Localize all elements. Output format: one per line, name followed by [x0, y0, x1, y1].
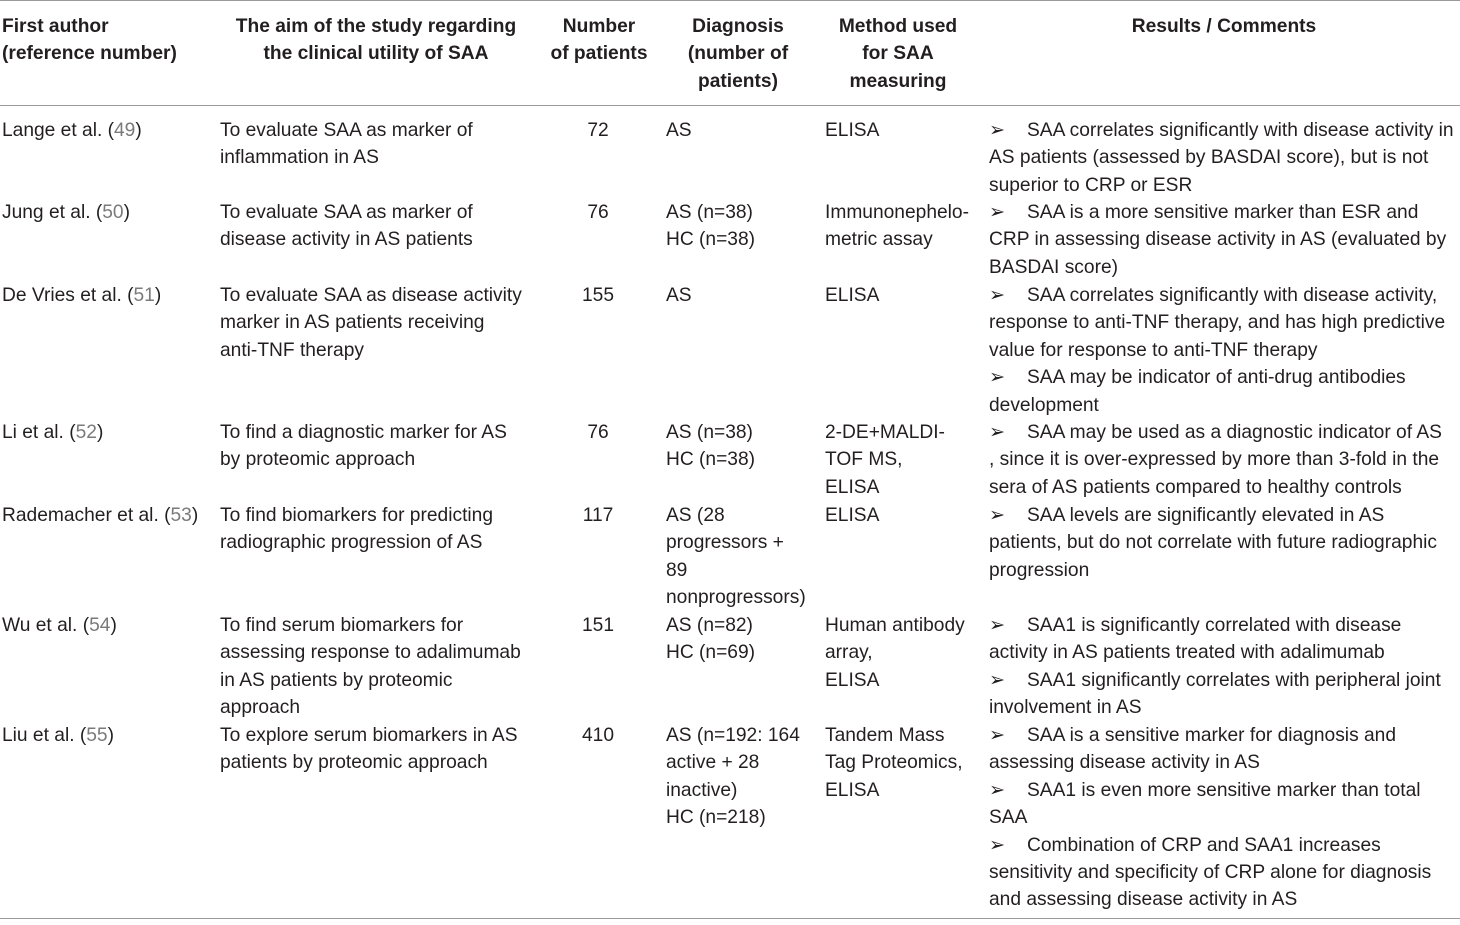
method-cell: ELISA — [825, 285, 880, 306]
method-cell: Immunonephelo- metric assay — [825, 202, 969, 251]
first-author-cell: Li et al. (52) — [2, 422, 104, 443]
reference-link[interactable]: 52 — [75, 422, 97, 443]
number-cell: 151 — [581, 615, 614, 636]
diagnosis-cell: AS — [666, 120, 692, 141]
result-bullet: ➢ SAA is a more sensitive marker than ESR and CRP in assessing disease activity in AS (evaluated by BASDAI score) — [989, 199, 1446, 281]
first-author-cell: Wu et al. (54) — [2, 615, 117, 636]
arrow-bullet-icon: ➢ — [989, 615, 1006, 636]
diagnosis-cell: AS (n=38) HC (n=38) — [666, 422, 756, 471]
result-bullet: ➢ SAA correlates significantly with disease activity, response to anti-TNF therapy, and has high predictive value for response to anti-TNF therapy — [989, 282, 1445, 364]
result-bullet: ➢ SAA1 significantly correlates with peripheral joint involvement in AS — [989, 667, 1441, 722]
number-cell: 76 — [587, 202, 609, 223]
header-results: Results / Comments — [1131, 16, 1317, 37]
aim-cell: To evaluate SAA as marker of inflammation in AS — [220, 120, 473, 169]
method-cell: 2-DE+MALDI- TOF MS, ELISA — [825, 422, 945, 498]
arrow-bullet-icon: ➢ — [989, 505, 1006, 526]
header-number-of-patients: Number of patients — [550, 16, 648, 65]
method-cell: Human antibody array, ELISA — [825, 615, 965, 691]
results-cell — [989, 419, 1442, 501]
number-cell: 76 — [587, 422, 609, 443]
arrow-bullet-icon: ➢ — [989, 669, 1006, 691]
first-author-cell: Lange et al. (49) — [2, 120, 142, 141]
result-bullet: ➢ SAA is a sensitive marker for diagnosis and assessing disease activity in AS — [989, 722, 1431, 777]
number-cell: 117 — [582, 505, 614, 526]
table-top-rule — [0, 0, 1460, 1]
header-method: Method used for SAA measuring — [838, 16, 958, 92]
results-cell — [989, 612, 1441, 722]
results-cell — [989, 199, 1446, 281]
aim-cell: To find a diagnostic marker for AS by proteomic approach — [220, 422, 507, 471]
diagnosis-cell: AS (n=192: 164 active + 28 inactive) HC (n=218) — [666, 725, 800, 829]
header-aim: The aim of the study regarding the clinical utility of SAA — [235, 16, 517, 65]
method-cell: ELISA — [825, 120, 880, 141]
aim-cell: To evaluate SAA as marker of disease activity in AS patients — [220, 202, 473, 251]
number-cell: 410 — [581, 725, 614, 746]
method-cell: Tandem Mass Tag Proteomics, ELISA — [825, 725, 963, 801]
first-author-cell: Rademacher et al. (53) — [2, 505, 199, 526]
aim-cell: To find biomarkers for predicting radiographic progression of AS — [220, 505, 494, 554]
aim-cell: To explore serum biomarkers in AS patients by proteomic approach — [220, 725, 518, 774]
diagnosis-cell: AS (n=82) HC (n=69) — [666, 615, 756, 664]
arrow-bullet-icon: ➢ — [989, 779, 1006, 801]
diagnosis-cell: AS (n=38) HC (n=38) — [666, 202, 756, 251]
header-diagnosis: Diagnosis (number of patients) — [687, 16, 789, 92]
results-cell — [989, 282, 1445, 419]
header-rule — [0, 105, 1460, 106]
reference-link[interactable]: 50 — [102, 202, 124, 223]
aim-cell: To evaluate SAA as disease activity marker in AS patients receiving anti-TNF therapy — [220, 285, 522, 361]
diagnosis-cell: AS — [666, 285, 692, 306]
arrow-bullet-icon: ➢ — [989, 422, 1006, 443]
diagnosis-cell: AS (28 progressors + 89 nonprogressors) — [666, 505, 806, 609]
arrow-bullet-icon: ➢ — [989, 285, 1006, 306]
result-bullet: ➢ SAA1 is even more sensitive marker than total SAA — [989, 777, 1431, 832]
table-bottom-rule — [0, 918, 1460, 919]
number-cell: 155 — [581, 285, 614, 306]
reference-link[interactable]: 51 — [133, 285, 155, 306]
result-bullet: ➢ SAA may be used as a diagnostic indicator of AS , since it is over-expressed by more than 3-fold in the sera of AS patients compared to healthy controls — [989, 419, 1442, 501]
reference-link[interactable]: 55 — [86, 725, 108, 746]
arrow-bullet-icon: ➢ — [989, 202, 1006, 223]
header-first-author: First author (reference number) — [2, 16, 177, 65]
arrow-bullet-icon: ➢ — [989, 725, 1006, 746]
number-cell: 72 — [587, 120, 609, 141]
result-bullet: ➢ SAA1 is significantly correlated with disease activity in AS patients treated with adalimumab — [989, 612, 1441, 667]
reference-link[interactable]: 49 — [114, 120, 136, 141]
first-author-cell: Liu et al. (55) — [2, 725, 114, 746]
aim-cell: To find serum biomarkers for assessing response to adalimumab in AS patients by proteomic approach — [220, 615, 521, 719]
first-author-cell: Jung et al. (50) — [2, 202, 130, 223]
results-cell — [989, 117, 1454, 199]
reference-link[interactable]: 53 — [170, 505, 192, 526]
method-cell: ELISA — [825, 505, 880, 526]
result-bullet: ➢ SAA may be indicator of anti-drug antibodies development — [989, 364, 1445, 419]
results-cell — [989, 722, 1431, 914]
results-cell — [989, 502, 1437, 584]
arrow-bullet-icon: ➢ — [989, 367, 1006, 389]
arrow-bullet-icon: ➢ — [989, 834, 1006, 856]
arrow-bullet-icon: ➢ — [989, 120, 1006, 141]
first-author-cell: De Vries et al. (51) — [2, 285, 162, 306]
result-bullet: ➢ SAA correlates significantly with disease activity in AS patients (assessed by BASDAI score), but is not superior to CRP or ESR — [989, 117, 1454, 199]
reference-link[interactable]: 54 — [89, 615, 111, 636]
result-bullet: ➢ SAA levels are significantly elevated in AS patients, but do not correlate with future radiographic progression — [989, 502, 1437, 584]
result-bullet: ➢ Combination of CRP and SAA1 increases sensitivity and specificity of CRP alone for diagnosis and assessing disease activity in AS — [989, 832, 1431, 914]
